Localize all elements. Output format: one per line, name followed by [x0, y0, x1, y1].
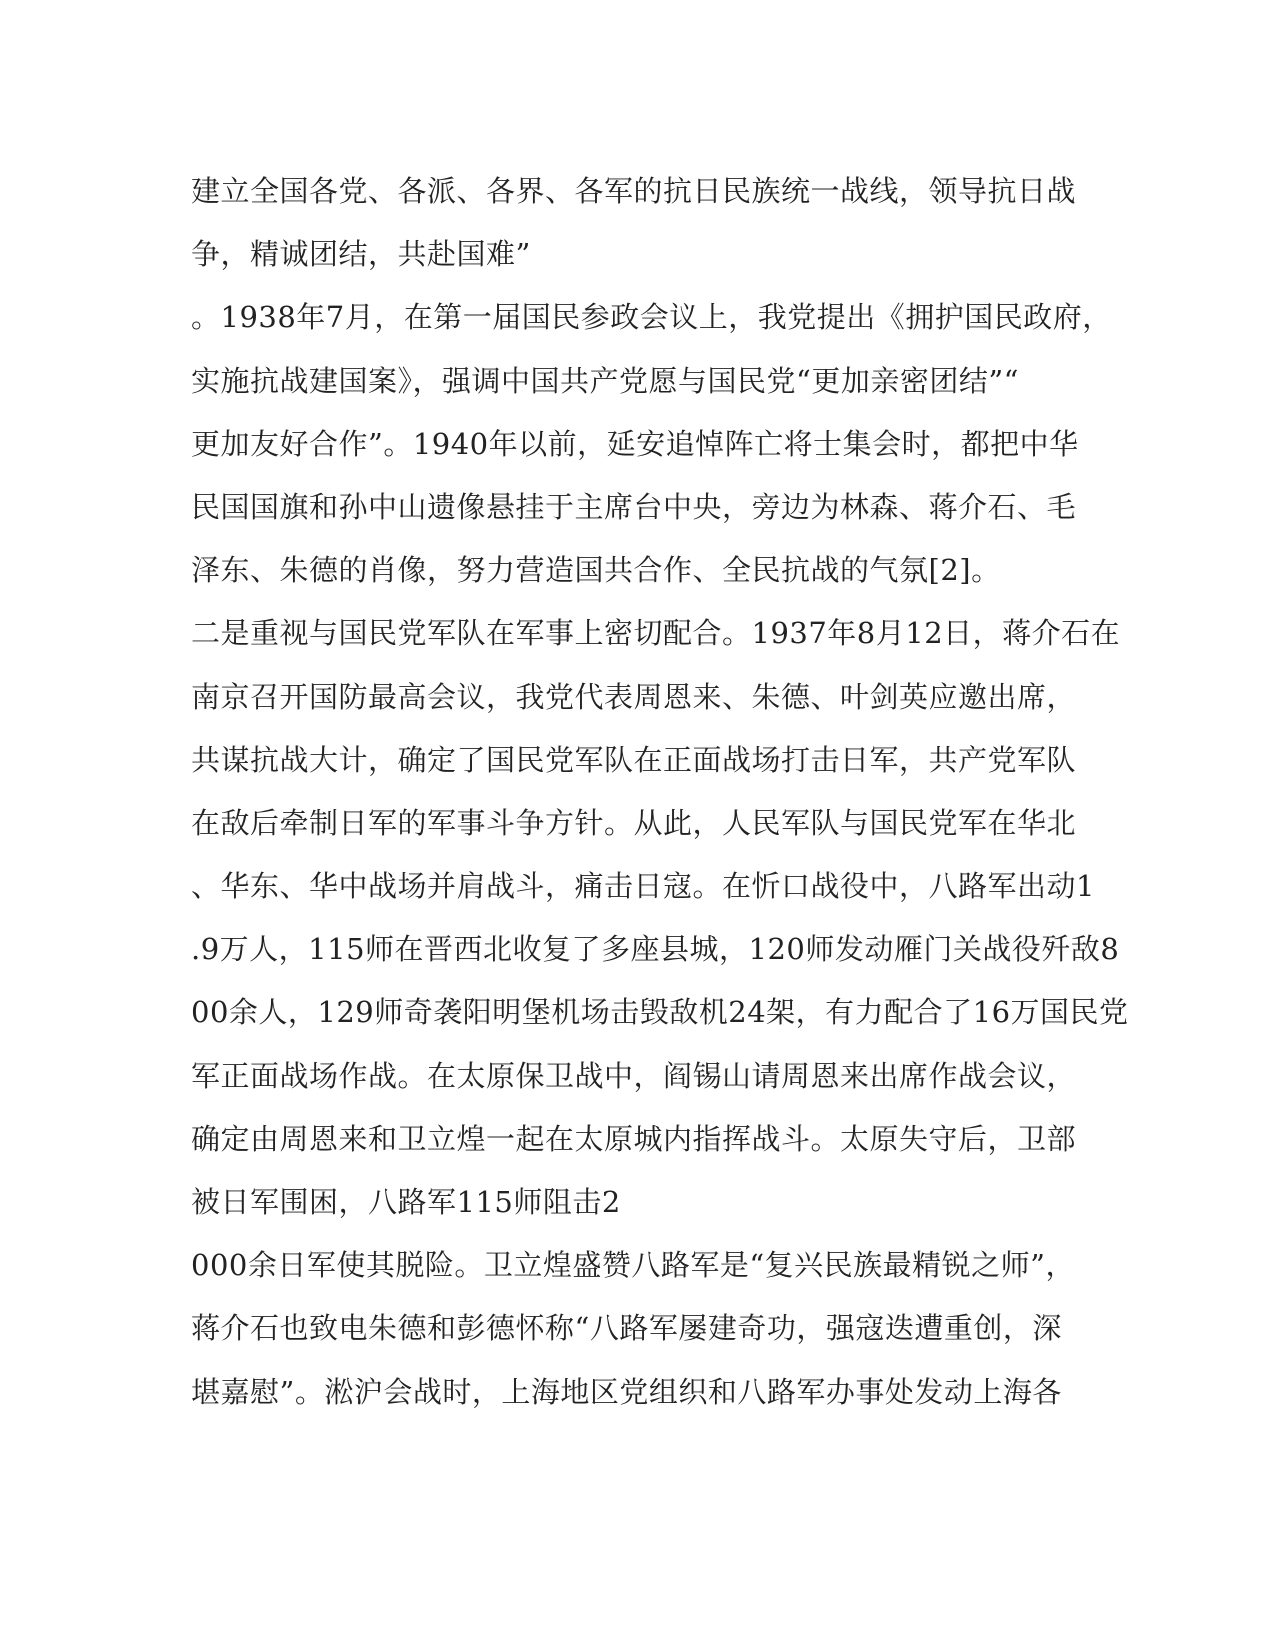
- text-line: 泽东、朱德的肖像，努力营造国共合作、全民抗战的气氛[2]。: [191, 553, 1001, 588]
- text-line: 南京召开国防最高会议，我党代表周恩来、朱德、叶剑英应邀出席，: [191, 679, 1077, 714]
- text-line: 军正面战场作战。在太原保卫战中，阎锡山请周恩来出席作战会议，: [191, 1058, 1077, 1093]
- text-line: 蒋介石也致电朱德和彭德怀称“八路军屡建奇功，强寇迭遭重创，深: [191, 1311, 1062, 1346]
- text-line: 实施抗战建国案》，强调中国共产党愿与国民党“更加亲密团结”“: [191, 363, 1019, 398]
- text-line: 在敌后牵制日军的军事斗争方针。从此，人民军队与国民党军在华北: [191, 805, 1077, 840]
- text-line: .9万人，115师在晋西北收复了多座县城，120师发动雁门关战役歼敌8: [191, 932, 1120, 967]
- text-line: 。1938年7月，在第一届国民参政会议上，我党提出《拥护国民政府，: [191, 300, 1112, 335]
- text-line: 000余日军使其脱险。卫立煌盛赞八路军是“复兴民族最精锐之师”，: [191, 1248, 1076, 1283]
- text-line: 更加友好合作”。1940年以前，延安追悼阵亡将士集会时，都把中华: [191, 426, 1079, 461]
- text-line: 争，精诚团结，共赴国难”: [191, 237, 531, 272]
- text-line: 共谋抗战大计，确定了国民党军队在正面战场打击日军，共产党军队: [191, 742, 1077, 777]
- text-line: 堪嘉慰”。淞沪会战时，上海地区党组织和八路军办事处发动上海各: [191, 1374, 1062, 1409]
- text-line: 二是重视与国民党军队在军事上密切配合。1937年8月12日，蒋介石在: [191, 616, 1121, 651]
- text-line: 确定由周恩来和卫立煌一起在太原城内指挥战斗。太原失守后，卫部: [191, 1121, 1077, 1156]
- text-line: 民国国旗和孙中山遗像悬挂于主席台中央，旁边为林森、蒋介石、毛: [191, 489, 1077, 524]
- body-text: [191, 160, 1129, 1424]
- text-line: 、华东、华中战场并肩战斗，痛击日寇。在忻口战役中，八路军出动1: [191, 869, 1095, 904]
- text-line: 被日军围困，八路军115师阻击2: [191, 1185, 621, 1219]
- text-line: 00余人，129师奇袭阳明堡机场击毁敌机24架，有力配合了16万国民党: [191, 995, 1129, 1030]
- text-line: 建立全国各党、各派、各界、各军的抗日民族统一战线，领导抗日战: [191, 174, 1077, 208]
